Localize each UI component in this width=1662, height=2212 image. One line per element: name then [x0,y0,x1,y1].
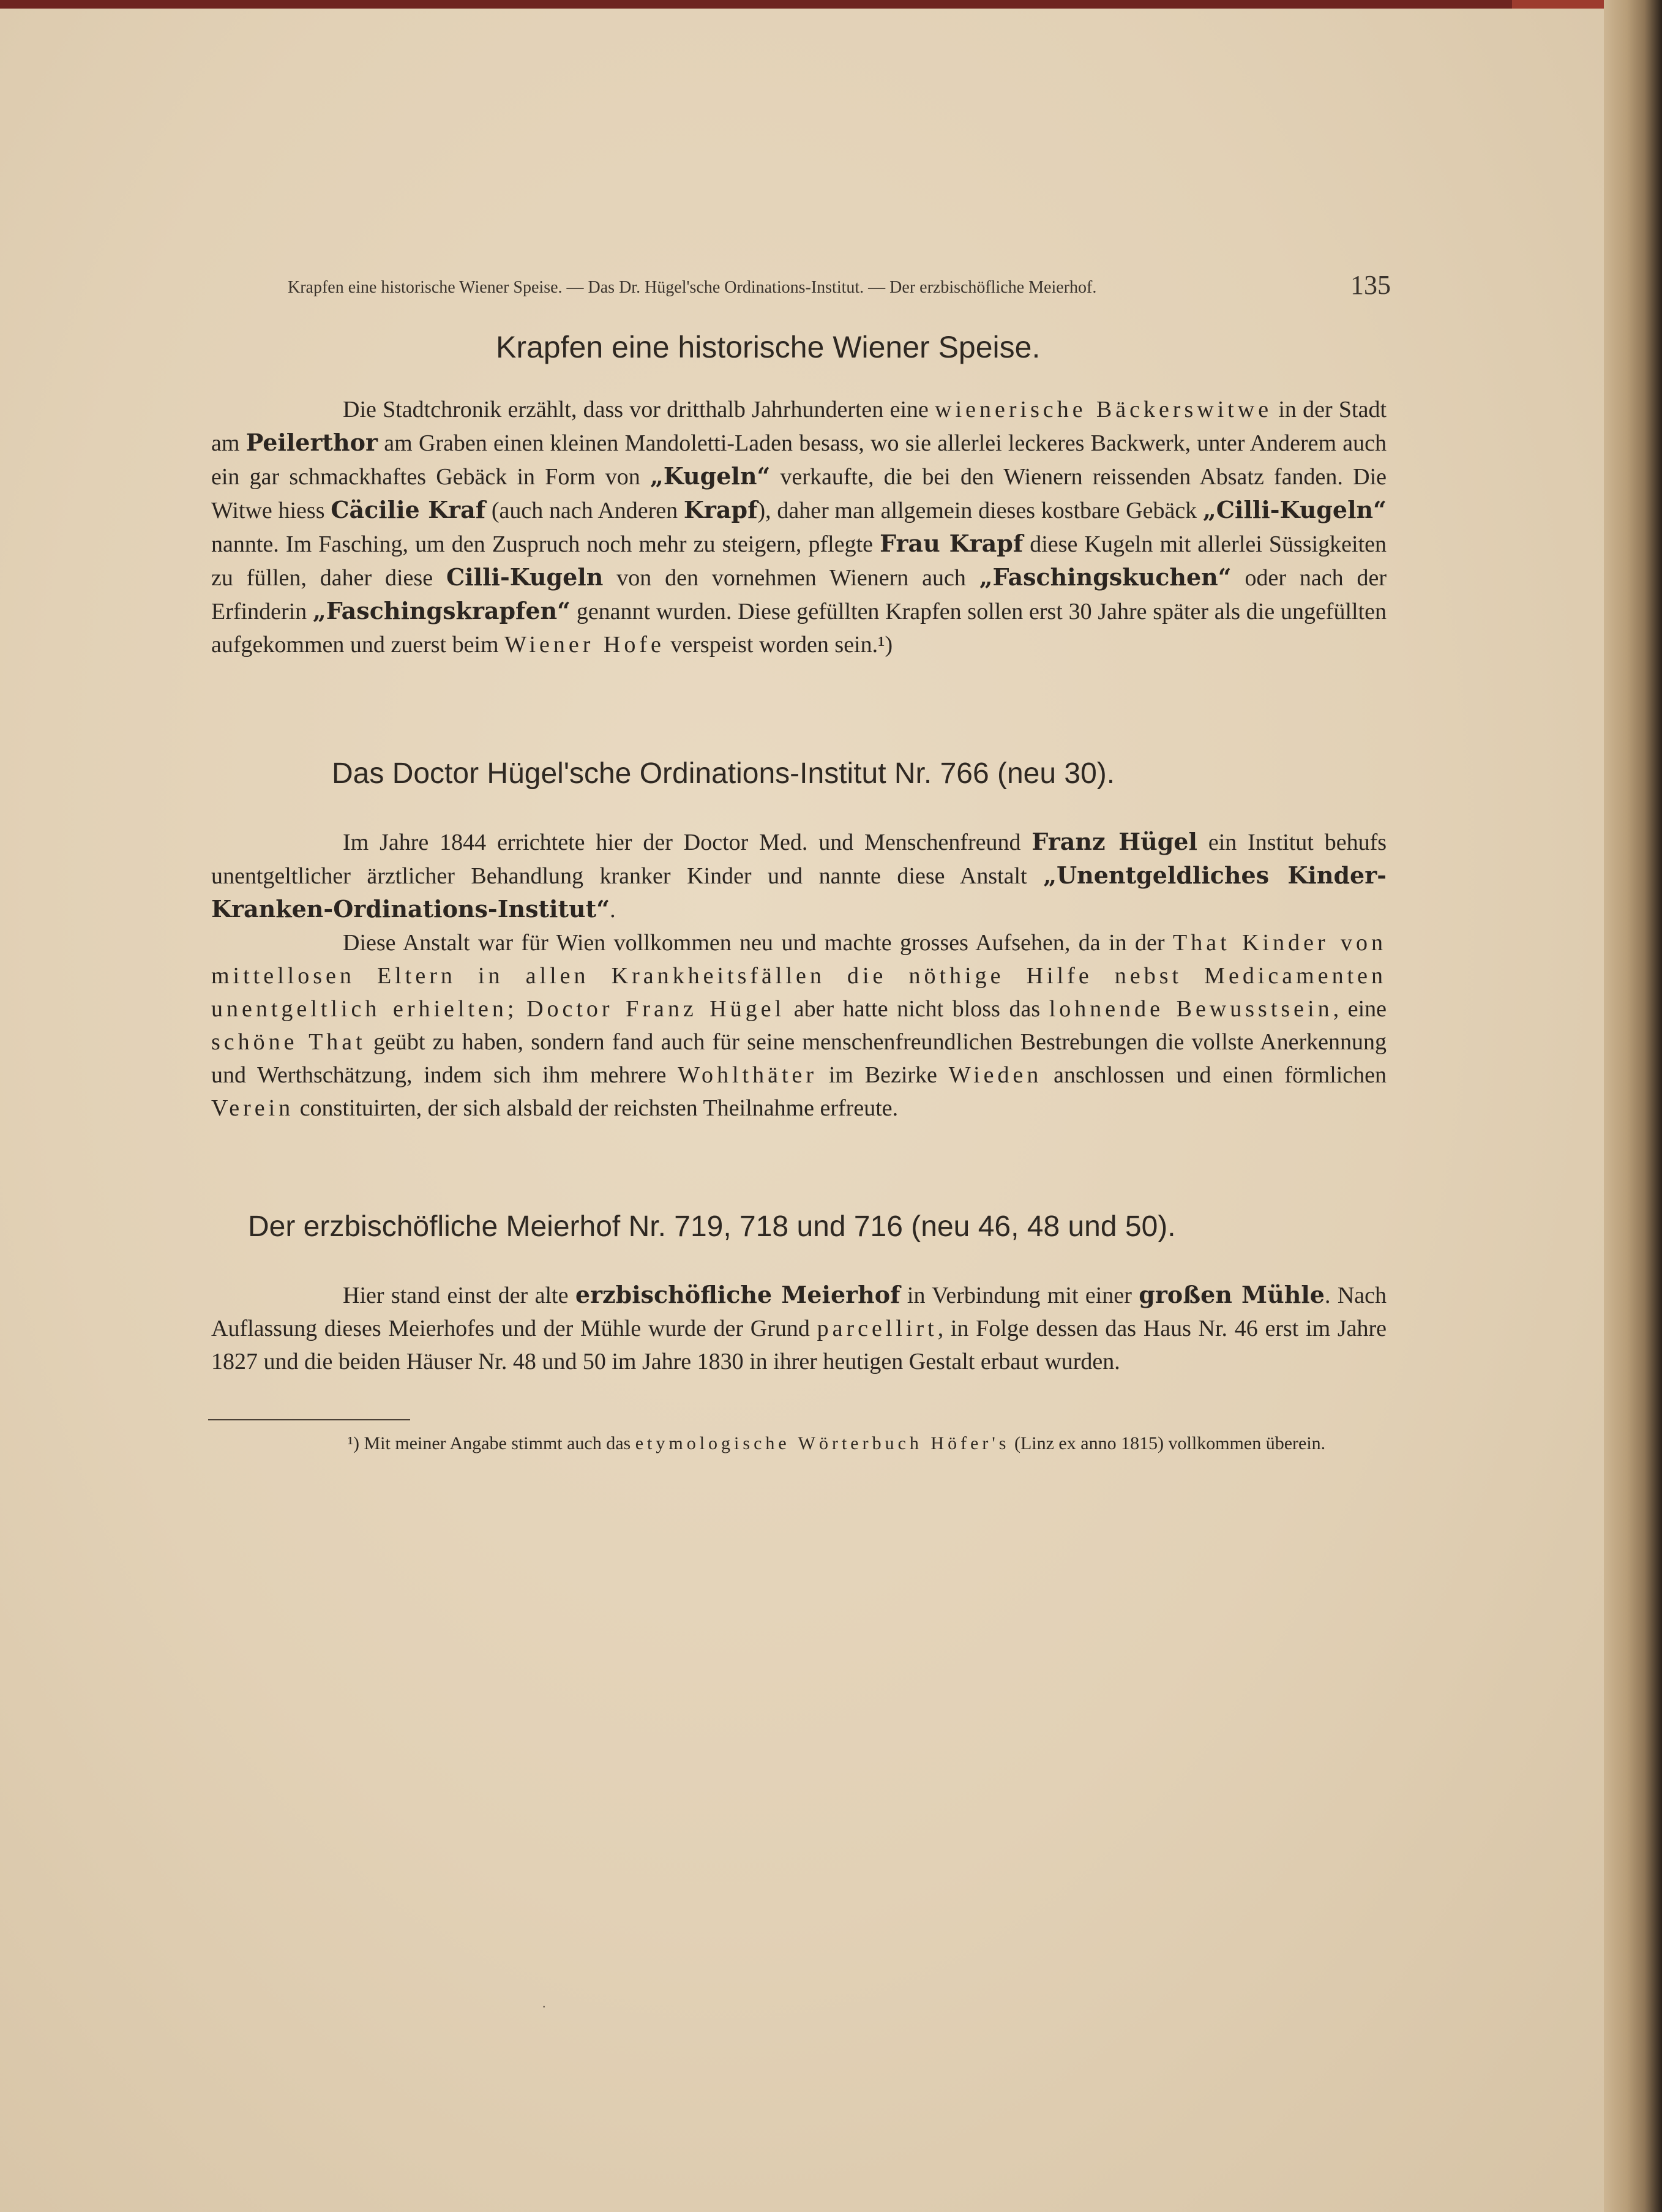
section-title-meierhof: Der erzbischöfliche Meierhof Nr. 719, 718 und 716 (neu 46, 48 und 50). [248,1210,1176,1243]
section-body-huegel [211,825,1387,1125]
running-header-text: Krapfen eine historische Wiener Speise. — Das Dr. Hügel'sche Ordinations-Institut. — Der erzbischöfliche Meierhof. [288,278,1097,297]
footnote-divider [208,1419,410,1420]
footnote: ¹) Mit meiner Angabe stimmt auch das etymologische Wörterbuch Höfer's (Linz ex anno 1815) vollkommen überein. [348,1433,1326,1453]
section-title-huegel: Das Doctor Hügel'sche Ordinations-Institut Nr. 766 (neu 30). [332,757,1115,790]
ink-speck: · [542,1999,547,2014]
section-title-krapfen: Krapfen eine historische Wiener Speise. [496,330,1041,364]
top-edge-band [0,0,1604,9]
section-body-meierhof [211,1278,1387,1378]
section-body-krapfen [211,393,1387,661]
top-edge-accent [1512,0,1604,9]
paragraph: Diese Anstalt war für Wien vollkommen neu und machte grosses Aufsehen, da in der That Kinder von mittellosen Eltern in allen Krankheitsfällen die nöthige Hilfe nebst Medicamenten unentgeltlich erhielten; Doctor Franz Hügel aber hatte nicht bloss das lohnende Bewusstsein, eine schöne That geübt zu haben, sondern fand auch für seine menschenfreundlichen Bestrebungen die vollste Anerkennung und Werthschätzung, indem sich ihm mehrere Wohlthäter im Bezirke Wieden anschlossen und einen förmlichen Verein constituirten, der sich alsbald der reichsten Theilnahme erfreute. [211,930,1387,1121]
running-header [288,268,1414,305]
book-spine-edge [1604,0,1662,2212]
paragraph: Im Jahre 1844 errichtete hier der Doctor Med. und Menschenfreund Franz Hügel ein Institut behufs unentgeltlicher ärztlicher Behandlung kranker Kinder und nannte diese Anstalt „Unentgeldliches Kinder-Kranken-Ordinations-Institut“. [211,828,1387,923]
paragraph: Die Stadtchronik erzählt, dass vor dritthalb Jahrhunderten eine wienerische Bäckerswitwe in der Stadt am Peilerthor am Graben einen kleinen Mandoletti-Laden besass, wo sie allerlei leckeres Backwerk, unter Anderem auch ein gar schmackhaftes Gebäck in Form von „Kugeln“ verkaufte, die bei den Wienern reissenden Absatz fanden. Die Witwe hiess Cäcilie Kraf (auch nach Anderen Krapf), daher man allgemein dieses kostbare Gebäck „Cilli-Kugeln“ nannte. Im Fasching, um den Zuspruch noch mehr zu steigern, pflegte Frau Krapf diese Kugeln mit allerlei Süssigkeiten zu füllen, daher diese Cilli-Kugeln von den vornehmen Wienern auch „Faschingskuchen“ oder nach der Erfinderin „Faschingskrapfen“ genannt wurden. Diese gefüllten Krapfen sollen erst 30 Jahre später als die ungefüllten aufgekommen und zuerst beim Wiener Hofe verspeist worden sein.¹) [211,397,1387,658]
paragraph: Hier stand einst der alte erzbischöfliche Meierhof in Verbindung mit einer großen Mühle. Nach Auflassung dieses Meierhofes und der Mühle wurde der Grund parcellirt, in Folge dessen das Haus Nr. 46 erst im Jahre 1827 und die beiden Häuser Nr. 48 und 50 im Jahre 1830 in ihrer heutigen Gestalt erbaut wurden. [211,1281,1387,1374]
page-number: 135 [1350,270,1391,300]
